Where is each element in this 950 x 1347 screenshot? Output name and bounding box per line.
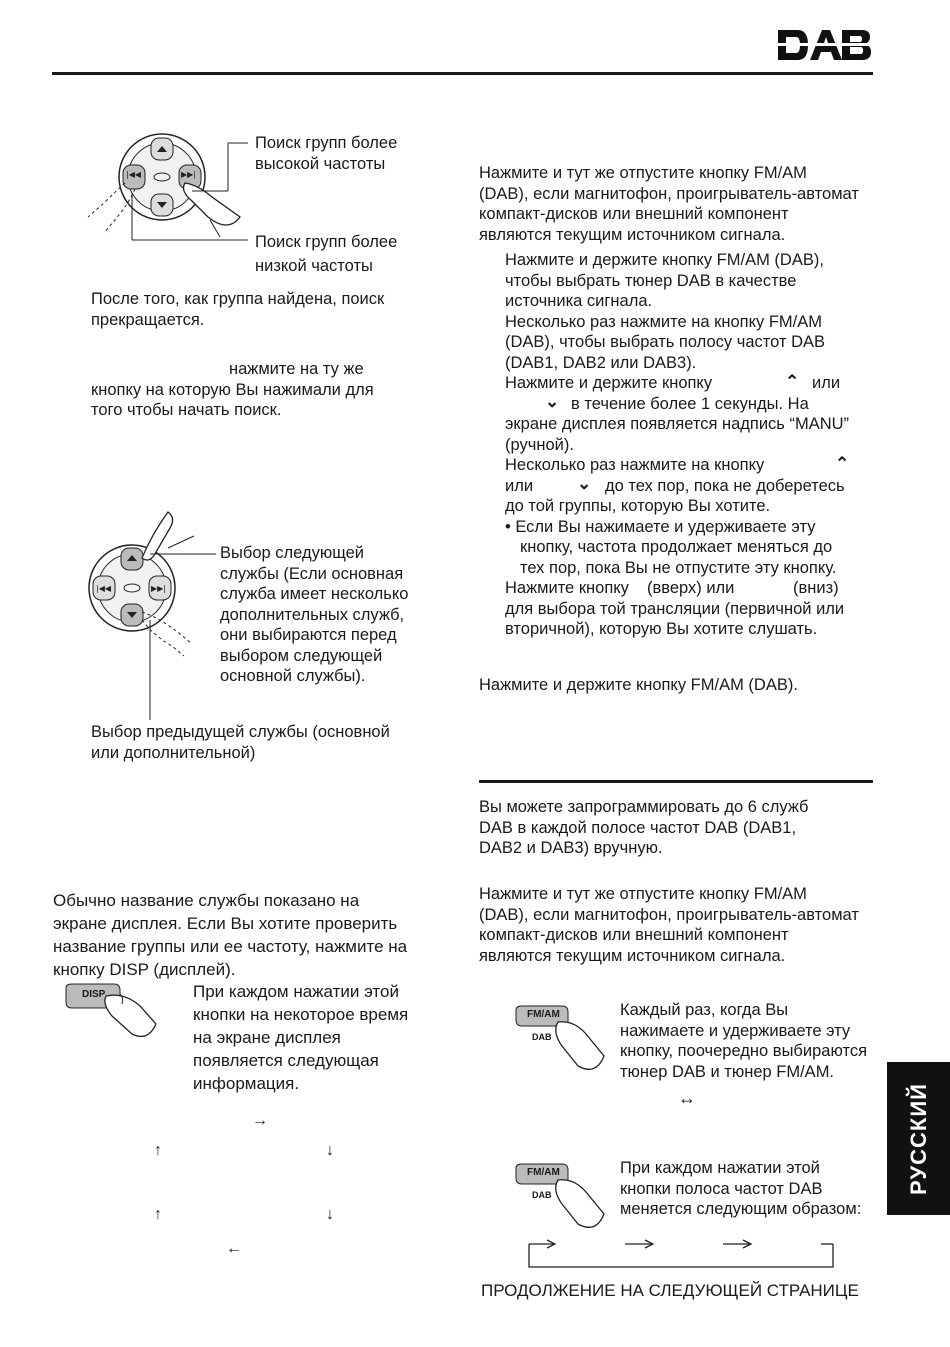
- step-line-5: (DAB), чтобы выбрать полосу частот DAB: [505, 333, 826, 351]
- disp-intro-line-1: Обычно название службы показано на: [53, 891, 360, 910]
- next-service-line-7: основной службы).: [220, 667, 366, 685]
- stop-search-line-1: нажмите на ту же: [229, 360, 364, 378]
- down-chevron-icon-2: ⌄: [577, 473, 592, 493]
- up-chevron-icon-2: ⌃: [835, 454, 850, 473]
- language-tab-label: РУССКИЙ: [905, 1082, 931, 1195]
- step-line-16: тех пор, пока Вы не отпустите эту кнопку.: [520, 558, 837, 577]
- band-cycle-diagram: [525, 1236, 837, 1270]
- fmam-label-2: FM/AM: [527, 1167, 560, 1178]
- right-intro-line-1: Нажмите и тут же отпустите кнопку FM/AM: [479, 164, 807, 182]
- disp-each-line-4: появляется следующая: [193, 1051, 379, 1070]
- prev-service-line-1: Выбор предыдущей службы (основной: [91, 723, 390, 741]
- service-knob-diagram: [80, 508, 220, 723]
- seek-down-line-2: низкой частоты: [255, 256, 373, 275]
- step-line-8-text: в течение более 1 секунды. На: [571, 394, 809, 413]
- next-service-line-2: службы (Если основная: [220, 564, 404, 583]
- each-press-line-2: кнопки полоса частот DAB: [620, 1179, 823, 1198]
- step-line-17: [505, 578, 849, 599]
- step-line-12-text: до тех пор, пока не доберетесь: [605, 476, 845, 495]
- dab-logo-graphic: [776, 28, 872, 62]
- each-press-line-1: При каждом нажатии этой: [620, 1159, 820, 1177]
- step-line-12: [505, 473, 849, 497]
- each-press-line-3: меняется следующим образом:: [620, 1200, 862, 1218]
- disp-intro-line-2: экране дисплея. Если Вы хотите проверить: [53, 914, 398, 933]
- svg-text:|◀◀: |◀◀: [126, 170, 141, 179]
- disp-each-line-1: При каждом нажатии этой: [193, 982, 399, 1001]
- continued-text: ПРОДОЛЖЕНИЕ НА СЛЕДУЮЩЕЙ СТРАНИЦЕ: [481, 1281, 859, 1300]
- next-service-line-5: они выбираются перед: [220, 626, 397, 644]
- next-service-line-4: дополнительных служб,: [220, 605, 405, 624]
- step-line-15: кнопку, частота продолжает меняться до: [520, 538, 833, 556]
- step-line-11-text: Несколько раз нажмите на кнопку: [505, 456, 765, 474]
- each-press-text: [620, 1158, 861, 1220]
- disp-each-line-3: на экране дисплея: [193, 1028, 341, 1047]
- cycle-arrow-right-icon: →: [252, 1112, 268, 1129]
- after-found-line-2: прекращается.: [91, 310, 205, 329]
- disp-intro-text: [53, 889, 407, 981]
- program-line-3: DAB2 и DAB3) вручную.: [479, 839, 663, 857]
- down-chevron-icon: ⌄: [545, 391, 560, 411]
- disp-button[interactable]: [62, 980, 162, 1050]
- each-hold-line-3: кнопку, поочередно выбираются: [620, 1042, 868, 1060]
- right-intro2-line-1: Нажмите и тут же отпустите кнопку FM/AM: [479, 885, 807, 903]
- step-line-17-up: (вверх) или: [647, 579, 735, 597]
- after-found-text: [91, 289, 384, 330]
- seek-knob-diagram: [80, 125, 260, 275]
- svg-text:|◀◀: |◀◀: [96, 584, 111, 593]
- cycle-arrow-left-icon: ←: [226, 1240, 242, 1257]
- step-line-8: [505, 391, 849, 415]
- seek-up-line-1: Поиск групп более: [255, 134, 398, 152]
- step-line-4: Несколько раз нажмите на кнопку FM/AM: [505, 312, 822, 331]
- right-intro2-line-2: (DAB), если магнитофон, проигрыватель-автомат: [479, 905, 859, 924]
- svg-text:▶▶|: ▶▶|: [151, 584, 166, 593]
- stop-search-line-2: кнопку на которую Вы нажимали для: [91, 380, 374, 399]
- disp-intro-line-3: название группы или ее частоту, нажмите на: [53, 937, 408, 956]
- program-line-1: Вы можете запрограммировать до 6 служб: [479, 798, 809, 816]
- after-found-line-1: После того, как группа найдена, поиск: [91, 290, 385, 308]
- seek-down-label: [255, 232, 397, 276]
- disp-each-line-5: информация.: [193, 1074, 300, 1093]
- up-chevron-icon: ⌃: [785, 372, 800, 391]
- right-intro-line-2: (DAB), если магнитофон, проигрыватель-автомат: [479, 184, 859, 203]
- step-line-9: экране дисплея появляется надпись “MANU”: [505, 415, 850, 433]
- right-intro-line-3: компакт-дисков или внешний компонент: [479, 205, 789, 223]
- svg-text:▶▶|: ▶▶|: [181, 170, 196, 179]
- language-tab: [887, 1062, 950, 1215]
- fmam-button-press[interactable]: [512, 1160, 612, 1240]
- right-intro2-line-4: являются текущим источником сигнала.: [479, 946, 786, 965]
- step-line-12-or: или: [505, 476, 534, 495]
- step-line-6: (DAB1, DAB2 или DAB3).: [505, 353, 697, 372]
- step-line-3: источника сигнала.: [505, 292, 653, 310]
- prev-service-label: [91, 722, 390, 763]
- each-hold-text: [620, 1000, 867, 1082]
- header-rule: [52, 72, 873, 75]
- program-line-2: DAB в каждой полосе частот DAB (DAB1,: [479, 818, 797, 837]
- step-line-14: • Если Вы нажимаете и удерживаете эту: [505, 517, 816, 536]
- manual-tuning-steps: [505, 250, 849, 640]
- dab-label: DAB: [532, 1032, 552, 1042]
- right-intro-line-4: являются текущим источником сигнала.: [479, 225, 786, 244]
- step-line-17-down: (вниз): [793, 579, 839, 597]
- seek-up-line-2: высокой частоты: [255, 154, 386, 173]
- step-line-7-text: Нажмите и держите кнопку: [505, 374, 713, 392]
- step-line-18: для выбора той трансляции (первичной или: [505, 599, 845, 618]
- disp-button-label: DISP: [82, 989, 106, 1000]
- step-line-2: чтобы выбрать тюнер DAB в качестве: [505, 271, 797, 290]
- step-line-7-or: или: [812, 374, 841, 392]
- cycle-arrow-down-icon-1: ↓: [326, 1142, 334, 1159]
- dab-logo: [776, 28, 872, 62]
- seek-down-line-1: Поиск групп более: [255, 233, 398, 251]
- next-service-line-6: выбором следующей: [220, 646, 383, 665]
- seek-up-label: [255, 133, 397, 174]
- each-hold-line-1: Каждый раз, когда Вы: [620, 1001, 789, 1019]
- next-service-line-3: служба имеет несколько: [220, 585, 409, 603]
- cycle-arrow-up-icon-2: ↑: [154, 1206, 162, 1223]
- fmam-button-hold[interactable]: [512, 1002, 612, 1082]
- disp-button-graphic: [62, 980, 162, 1050]
- step-line-10: (ручной).: [505, 435, 574, 454]
- step-line-13: до той группы, которую Вы хотите.: [505, 497, 771, 515]
- dab-label-2: DAB: [532, 1190, 552, 1200]
- each-hold-line-2: нажимаете и удерживаете эту: [620, 1021, 851, 1040]
- fmam-label: FM/AM: [527, 1009, 560, 1020]
- toggle-arrow-icon: ↔: [678, 1088, 696, 1108]
- stop-search-line-3: того чтобы начать поиск.: [91, 401, 282, 419]
- next-service-label: [220, 543, 408, 687]
- stop-search-text: [91, 359, 374, 421]
- section-rule: [479, 780, 873, 783]
- step-line-17-text: Нажмите кнопку: [505, 579, 629, 597]
- prev-service-line-2: или дополнительной): [91, 743, 256, 762]
- cycle-arrow-up-icon-1: ↑: [154, 1142, 162, 1159]
- step-line-11: [505, 455, 849, 476]
- disp-intro-line-4: кнопку DISP (дисплей).: [53, 960, 236, 979]
- step-line-1: Нажмите и держите кнопку FM/AM (DAB),: [505, 251, 824, 269]
- right-intro2-text: [479, 884, 859, 966]
- step-line-7: [505, 373, 849, 394]
- next-service-line-1: Выбор следующей: [220, 544, 364, 562]
- disp-each-line-2: кнопки на некоторое время: [193, 1005, 409, 1024]
- right-intro-text: [479, 163, 859, 245]
- cycle-arrow-down-icon-2: ↓: [326, 1206, 334, 1223]
- disp-each-text: [193, 980, 408, 1095]
- program-text: [479, 797, 809, 859]
- each-hold-line-4: тюнер DAB и тюнер FM/AM.: [620, 1062, 835, 1081]
- right-intro2-line-3: компакт-дисков или внешний компонент: [479, 926, 789, 944]
- hold-fmam-text: Нажмите и держите кнопку FM/AM (DAB).: [479, 676, 798, 694]
- step-line-19: вторичной), которую Вы хотите слушать.: [505, 620, 818, 638]
